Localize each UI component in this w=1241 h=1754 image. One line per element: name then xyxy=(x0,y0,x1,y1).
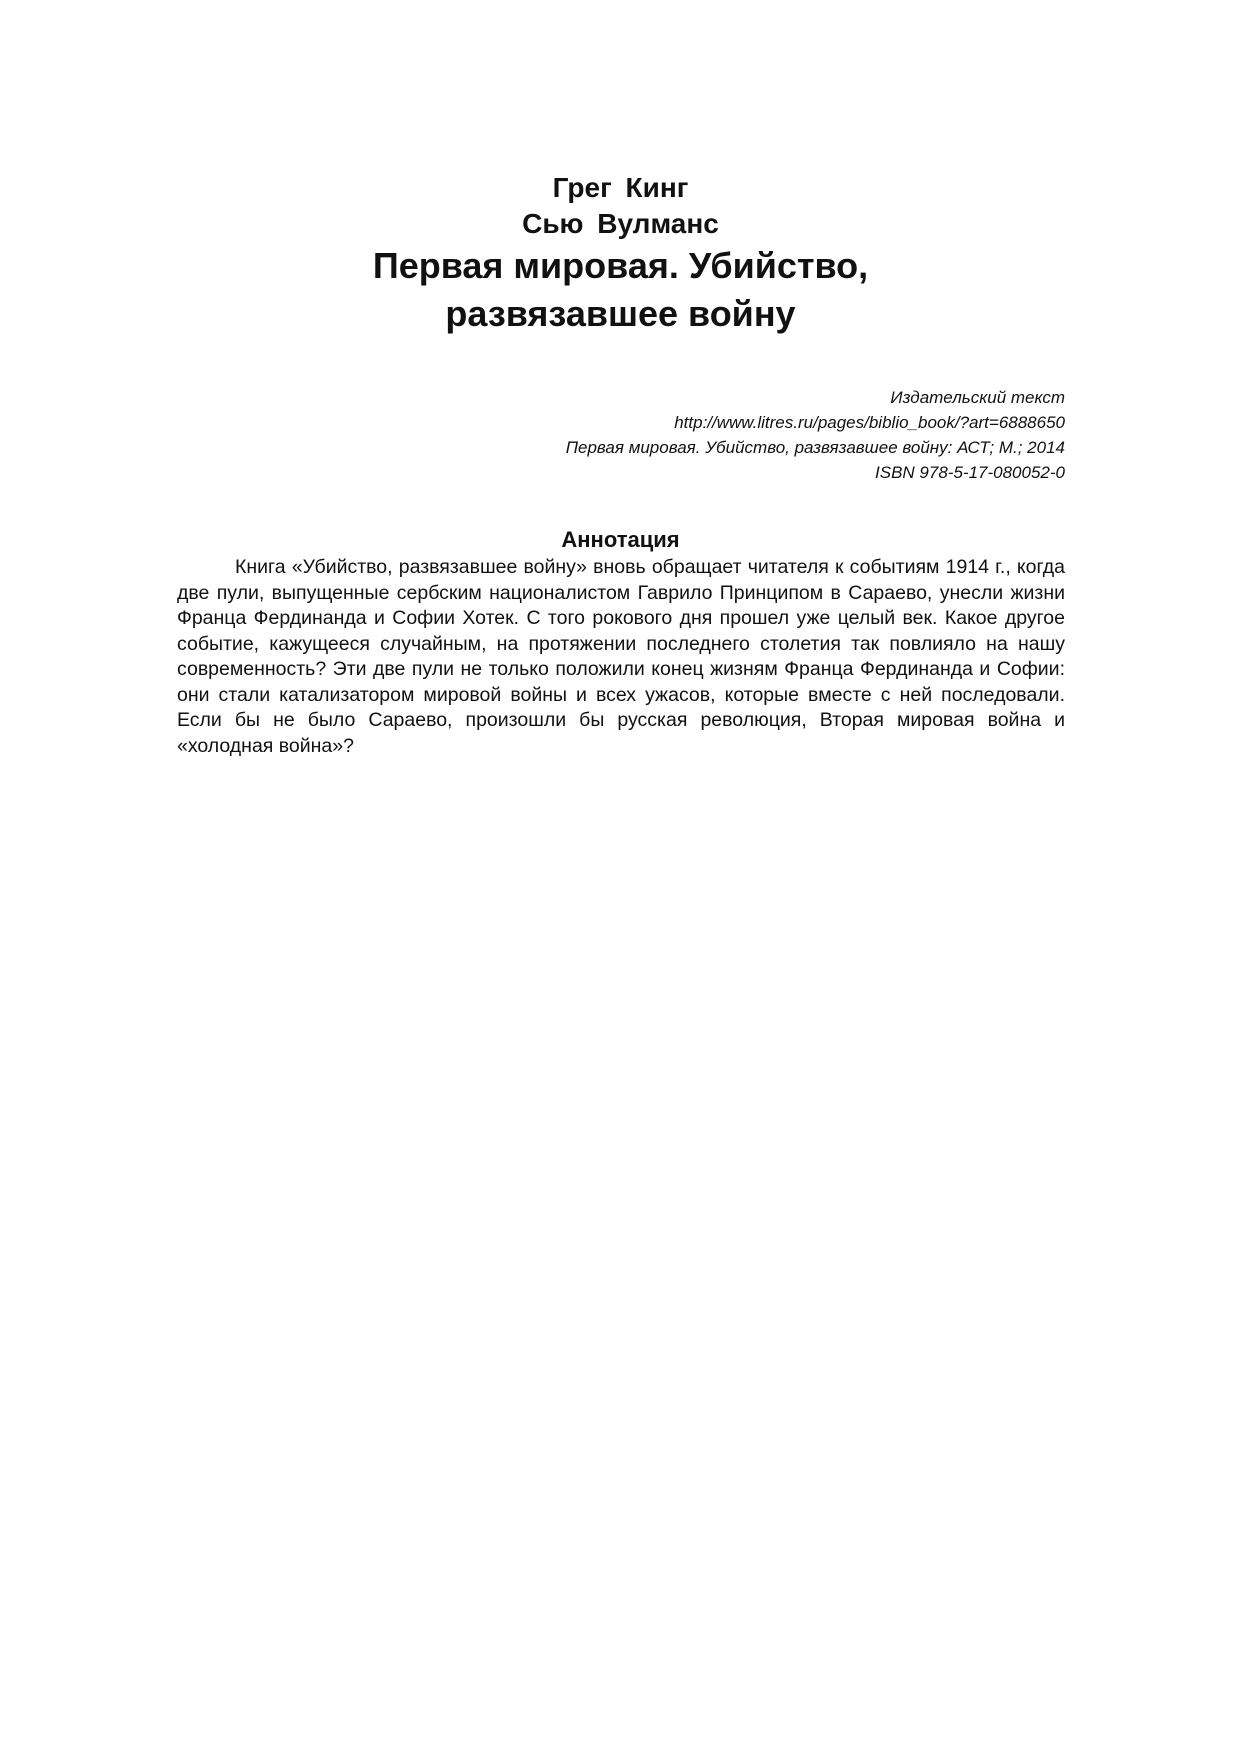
annotation-text: Книга «Убийство, развязавшее войну» вновь обращает читателя к событиям 1914 г., когда две пули, выпущенные сербским националистом Гаврило Принципом в Сараево, унесли жизни Франца Фердинанда и Софии Хотек. С того рокового дня прошел уже целый век. Какое другое событие, кажущееся случайным, на протяжении последнего столетия так повлияло на нашу современность? Эти две пули не только положили конец жизням Франца Фердинанда и Софии: они стали катализатором мировой войны и всех ужасов, которые вместе с ней последовали. Если бы не было Сараево, произошли бы русская революция, Вторая мировая война и «холодная война»? xyxy=(177,556,1065,757)
publication-info xyxy=(566,385,1065,485)
title-block xyxy=(0,170,1241,338)
source-url: http://www.litres.ru/pages/biblio_book/?art=6888650 xyxy=(674,413,1065,432)
author-name: Грег Кинг xyxy=(552,172,689,203)
book-title-line: Первая мировая. Убийство, xyxy=(372,245,869,286)
book-title-line: развязавшее войну xyxy=(445,293,796,334)
edition-info: Первая мировая. Убийство, развязавшее войну: АСТ; М.; 2014 xyxy=(565,438,1065,457)
author-name: Сью Вулманс xyxy=(522,208,719,239)
isbn: ISBN 978-5-17-080052-0 xyxy=(875,463,1065,482)
annotation-heading: Аннотация xyxy=(561,527,680,552)
publisher-text-label: Издательский текст xyxy=(890,388,1065,407)
